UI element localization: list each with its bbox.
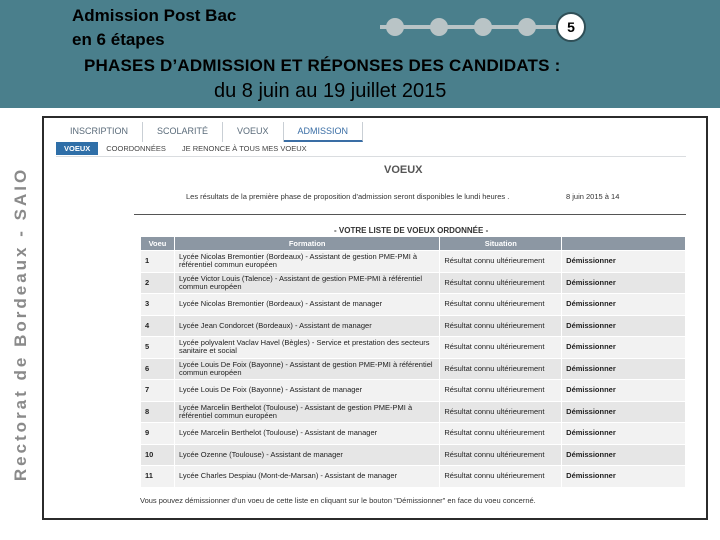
step-dot-4 <box>518 18 536 36</box>
row-num: 10 <box>141 444 175 466</box>
footer-note: Vous pouvez démissionner d'un voeu de cette liste en cliquant sur le bouton "Démissionner" en face du voeu concerné. <box>140 496 536 505</box>
sub-tabs <box>56 142 315 155</box>
row-num: 11 <box>141 466 175 488</box>
list-divider <box>134 214 686 215</box>
table-row <box>141 251 686 273</box>
list-title: - VOTRE LISTE DE VOEUX ORDONNÉE - <box>334 226 489 235</box>
row-situation: Résultat connu ultérieurement <box>440 358 562 380</box>
subtab-renonce[interactable]: JE RENONCE À TOUS MES VOEUX <box>181 144 307 153</box>
col-situation: Situation <box>440 237 562 251</box>
title-line1: Admission Post Bac <box>72 6 237 25</box>
col-formation: Formation <box>174 237 439 251</box>
table-row <box>141 444 686 466</box>
step-dot-2 <box>430 18 448 36</box>
col-voeu: Voeu <box>141 237 175 251</box>
row-formation: Lycée Marcelin Berthelot (Toulouse) - Assistant de gestion PME-PMI à référentiel commun européen <box>174 401 439 423</box>
table-row <box>141 294 686 316</box>
row-num: 6 <box>141 358 175 380</box>
table-row <box>141 358 686 380</box>
demissionner-button[interactable]: Démissionner <box>562 380 686 402</box>
col-action <box>562 237 686 251</box>
row-formation: Lycée Charles Despiau (Mont-de-Marsan) - Assistant de manager <box>174 466 439 488</box>
demissionner-button[interactable]: Démissionner <box>562 315 686 337</box>
demissionner-button[interactable]: Démissionner <box>562 294 686 316</box>
header-banner <box>0 0 720 108</box>
row-formation: Lycée Jean Condorcet (Bordeaux) - Assistant de manager <box>174 315 439 337</box>
phase-dates: du 8 juin au 19 juillet 2015 <box>214 80 447 102</box>
row-situation: Résultat connu ultérieurement <box>440 466 562 488</box>
row-num: 1 <box>141 251 175 273</box>
row-formation: Lycée Nicolas Bremontier (Bordeaux) - Assistant de gestion PME-PMI à référentiel commun européen <box>174 251 439 273</box>
page-title: VOEUX <box>384 164 423 176</box>
row-situation: Résultat connu ultérieurement <box>440 272 562 294</box>
step-dot-3 <box>474 18 492 36</box>
row-situation: Résultat connu ultérieurement <box>440 294 562 316</box>
tab-voeux[interactable]: VOEUX <box>223 122 284 142</box>
tab-admission[interactable]: ADMISSION <box>284 122 364 142</box>
row-formation: Lycée polyvalent Vaclav Havel (Bègles) - Service et prestation des secteurs sanitaire et social <box>174 337 439 359</box>
side-label-container <box>0 108 42 540</box>
voeux-table <box>140 236 686 488</box>
tab-inscription[interactable]: INSCRIPTION <box>56 122 143 142</box>
row-formation: Lycée Marcelin Berthelot (Toulouse) - Assistant de manager <box>174 423 439 445</box>
table-header-row <box>141 237 686 251</box>
row-situation: Résultat connu ultérieurement <box>440 380 562 402</box>
phase-title: PHASES D’ADMISSION ET RÉPONSES DES CANDIDATS : <box>84 56 561 75</box>
demissionner-button[interactable]: Démissionner <box>562 251 686 273</box>
table-row <box>141 466 686 488</box>
screenshot-frame <box>42 116 708 520</box>
row-formation: Lycée Nicolas Bremontier (Bordeaux) - Assistant de manager <box>174 294 439 316</box>
step-current: 5 <box>556 12 586 42</box>
demissionner-button[interactable]: Démissionner <box>562 466 686 488</box>
subtab-voeux[interactable]: VOEUX <box>56 142 98 155</box>
row-num: 8 <box>141 401 175 423</box>
table-row <box>141 423 686 445</box>
row-num: 5 <box>141 337 175 359</box>
row-formation: Lycée Ozenne (Toulouse) - Assistant de manager <box>174 444 439 466</box>
step-progress <box>360 10 600 46</box>
row-situation: Résultat connu ultérieurement <box>440 337 562 359</box>
table-row <box>141 401 686 423</box>
demissionner-button[interactable]: Démissionner <box>562 337 686 359</box>
side-label: Rectorat de Bordeaux - SAIO <box>11 166 31 482</box>
table-row <box>141 380 686 402</box>
table-row <box>141 315 686 337</box>
row-situation: Résultat connu ultérieurement <box>440 251 562 273</box>
demissionner-button[interactable]: Démissionner <box>562 272 686 294</box>
row-formation: Lycée Louis De Foix (Bayonne) - Assistant de gestion PME-PMI à référentiel commun européen <box>174 358 439 380</box>
row-num: 9 <box>141 423 175 445</box>
row-situation: Résultat connu ultérieurement <box>440 401 562 423</box>
demissionner-button[interactable]: Démissionner <box>562 358 686 380</box>
subtab-coordonnees[interactable]: COORDONNÉES <box>106 144 166 153</box>
title-line2: en 6 étapes <box>72 30 165 49</box>
row-num: 2 <box>141 272 175 294</box>
tab-scolarite[interactable]: SCOLARITÉ <box>143 122 223 142</box>
step-dot-1 <box>386 18 404 36</box>
demissionner-button[interactable]: Démissionner <box>562 444 686 466</box>
notice-date: 8 juin 2015 à 14 <box>566 192 620 201</box>
demissionner-button[interactable]: Démissionner <box>562 423 686 445</box>
row-situation: Résultat connu ultérieurement <box>440 423 562 445</box>
row-situation: Résultat connu ultérieurement <box>440 315 562 337</box>
demissionner-button[interactable]: Démissionner <box>562 401 686 423</box>
row-formation: Lycée Louis De Foix (Bayonne) - Assistant de manager <box>174 380 439 402</box>
row-num: 7 <box>141 380 175 402</box>
notice-text: Les résultats de la première phase de proposition d'admission seront disponibles le lundi heures . <box>186 192 510 201</box>
row-num: 3 <box>141 294 175 316</box>
row-num: 4 <box>141 315 175 337</box>
table-row <box>141 272 686 294</box>
row-situation: Résultat connu ultérieurement <box>440 444 562 466</box>
main-tabs <box>56 122 363 142</box>
table-row <box>141 337 686 359</box>
row-formation: Lycée Victor Louis (Talence) - Assistant de gestion PME-PMI à référentiel commun européen <box>174 272 439 294</box>
divider <box>56 156 686 157</box>
